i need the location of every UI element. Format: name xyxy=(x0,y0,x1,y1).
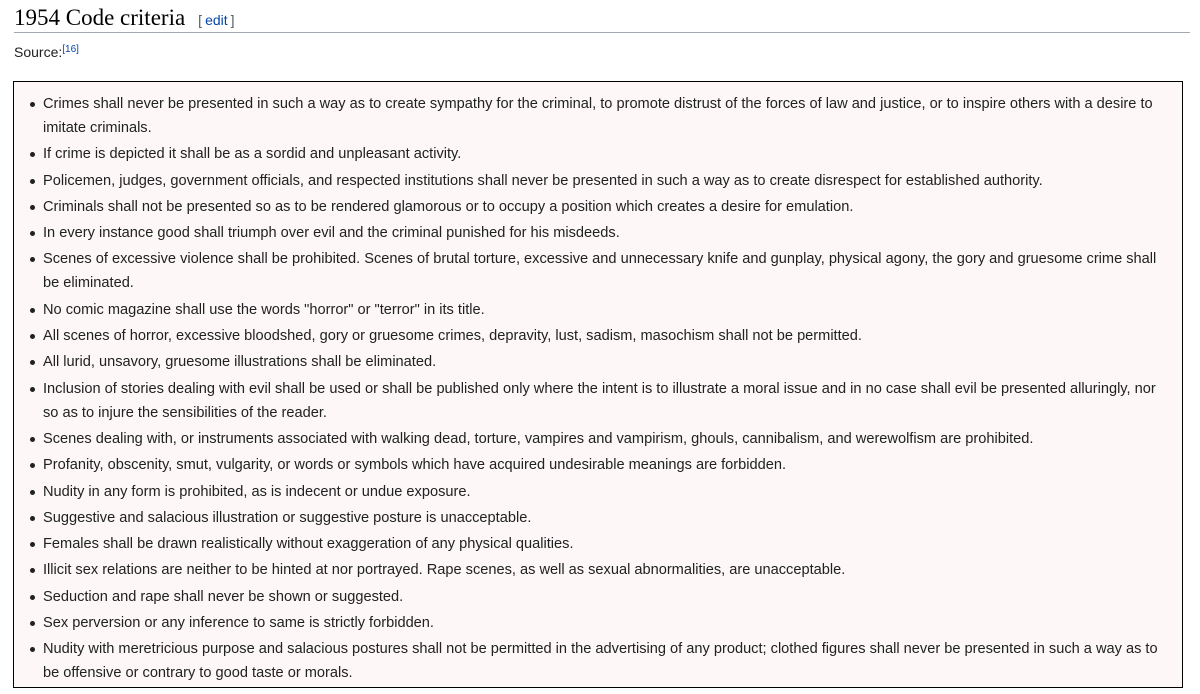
criteria-item xyxy=(28,142,1172,166)
criteria-text: No comic magazine shall use the words "horror" or "terror" in its title. xyxy=(43,301,485,318)
reference-superscript xyxy=(62,44,79,55)
criteria-item xyxy=(28,92,1172,140)
criteria-item xyxy=(28,611,1172,635)
criteria-text: Nudity in any form is prohibited, as is indecent or undue exposure. xyxy=(43,483,471,500)
bullet-icon xyxy=(30,621,35,626)
bullet-icon xyxy=(30,205,35,210)
criteria-item xyxy=(28,377,1172,425)
criteria-item xyxy=(28,558,1172,582)
bullet-icon xyxy=(30,542,35,547)
criteria-box xyxy=(13,81,1183,688)
criteria-text: Scenes of excessive violence shall be prohibited. Scenes of brutal torture, excessive and unnecessary knife and gunplay, physical agony, the gory and gruesome crime shall be eliminated. xyxy=(43,251,1157,292)
criteria-item xyxy=(28,480,1172,504)
criteria-text: Inclusion of stories dealing with evil shall be used or shall be published only where the intent is to illustrate a moral issue and in no case shall evil be presented alluringly, nor so as to injure the sensibilities of the reader. xyxy=(43,380,1156,421)
bullet-icon xyxy=(30,152,35,157)
criteria-text: All scenes of horror, excessive bloodshed, gory or gruesome crimes, depravity, lust, sadism, masochism shall not be permitted. xyxy=(43,328,862,345)
criteria-item xyxy=(28,298,1172,322)
bullet-icon xyxy=(30,334,35,339)
bullet-icon xyxy=(30,568,35,573)
criteria-text: Scenes dealing with, or instruments associated with walking dead, torture, vampires and vampirism, ghouls, cannibalism, and werewolfism are prohibited. xyxy=(43,430,1034,447)
criteria-text: Policemen, judges, government officials, and respected institutions shall never be presented in such a way as to create disrespect for established authority. xyxy=(43,172,1043,189)
criteria-item xyxy=(28,506,1172,530)
criteria-item xyxy=(28,637,1172,685)
bullet-icon xyxy=(30,231,35,236)
criteria-text: In every instance good shall triumph over evil and the criminal punished for his misdeeds. xyxy=(43,225,620,242)
section-heading xyxy=(14,4,1190,33)
criteria-item xyxy=(28,324,1172,348)
source-label: Source: xyxy=(14,44,63,60)
criteria-item xyxy=(28,427,1172,451)
edit-bracket-close: ] xyxy=(230,12,235,28)
criteria-item xyxy=(28,585,1172,609)
criteria-item xyxy=(28,453,1172,477)
bullet-icon xyxy=(30,437,35,442)
bullet-icon xyxy=(30,308,35,313)
bullet-icon xyxy=(30,102,35,107)
criteria-item xyxy=(28,350,1172,374)
criteria-item xyxy=(28,195,1172,219)
criteria-text: All lurid, unsavory, gruesome illustrations shall be eliminated. xyxy=(43,354,437,371)
criteria-text: Crimes shall never be presented in such a way as to create sympathy for the criminal, to promote distrust of the forces of law and justice, or to inspire others with a desire to imitate criminals. xyxy=(43,96,1153,136)
bullet-icon xyxy=(30,516,35,521)
source-line xyxy=(14,41,79,63)
bullet-icon xyxy=(30,463,35,468)
edit-bracket-open: [ xyxy=(198,12,203,28)
criteria-list xyxy=(28,92,1172,685)
criteria-item xyxy=(28,169,1172,193)
criteria-item xyxy=(28,532,1172,556)
criteria-item xyxy=(28,247,1172,295)
bullet-icon xyxy=(30,490,35,495)
bullet-icon xyxy=(30,595,35,600)
bullet-icon xyxy=(30,179,35,184)
edit-link[interactable]: edit xyxy=(205,12,228,28)
criteria-text: Sex perversion or any inference to same is strictly forbidden. xyxy=(43,615,434,632)
criteria-text: If crime is depicted it shall be as a sordid and unpleasant activity. xyxy=(43,146,462,163)
section-title: 1954 Code criteria xyxy=(14,5,186,30)
criteria-text: Nudity with meretricious purpose and salacious postures shall not be permitted in the advertising of any product; clothed figures shall never be presented in such a way as to be offensive or contrary to good taste or morals. xyxy=(43,641,1158,682)
criteria-text: Illicit sex relations are neither to be hinted at nor portrayed. Rape scenes, as well as sexual abnormalities, are unacceptable. xyxy=(43,562,846,579)
bullet-icon xyxy=(30,257,35,262)
bullet-icon xyxy=(30,360,35,365)
bullet-icon xyxy=(30,647,35,652)
reference-link[interactable]: [16] xyxy=(62,44,79,55)
criteria-text: Profanity, obscenity, smut, vulgarity, or words or symbols which have acquired undesirable meanings are forbidden. xyxy=(43,457,787,474)
criteria-text: Seduction and rape shall never be shown or suggested. xyxy=(43,588,404,605)
edit-section xyxy=(198,6,234,34)
criteria-text: Criminals shall not be presented so as to be rendered glamorous or to occupy a position which creates a desire for emulation. xyxy=(43,198,854,215)
bullet-icon xyxy=(30,387,35,392)
criteria-item xyxy=(28,221,1172,245)
criteria-text: Suggestive and salacious illustration or suggestive posture is unacceptable. xyxy=(43,509,532,526)
criteria-text: Females shall be drawn realistically without exaggeration of any physical qualities. xyxy=(43,536,574,553)
